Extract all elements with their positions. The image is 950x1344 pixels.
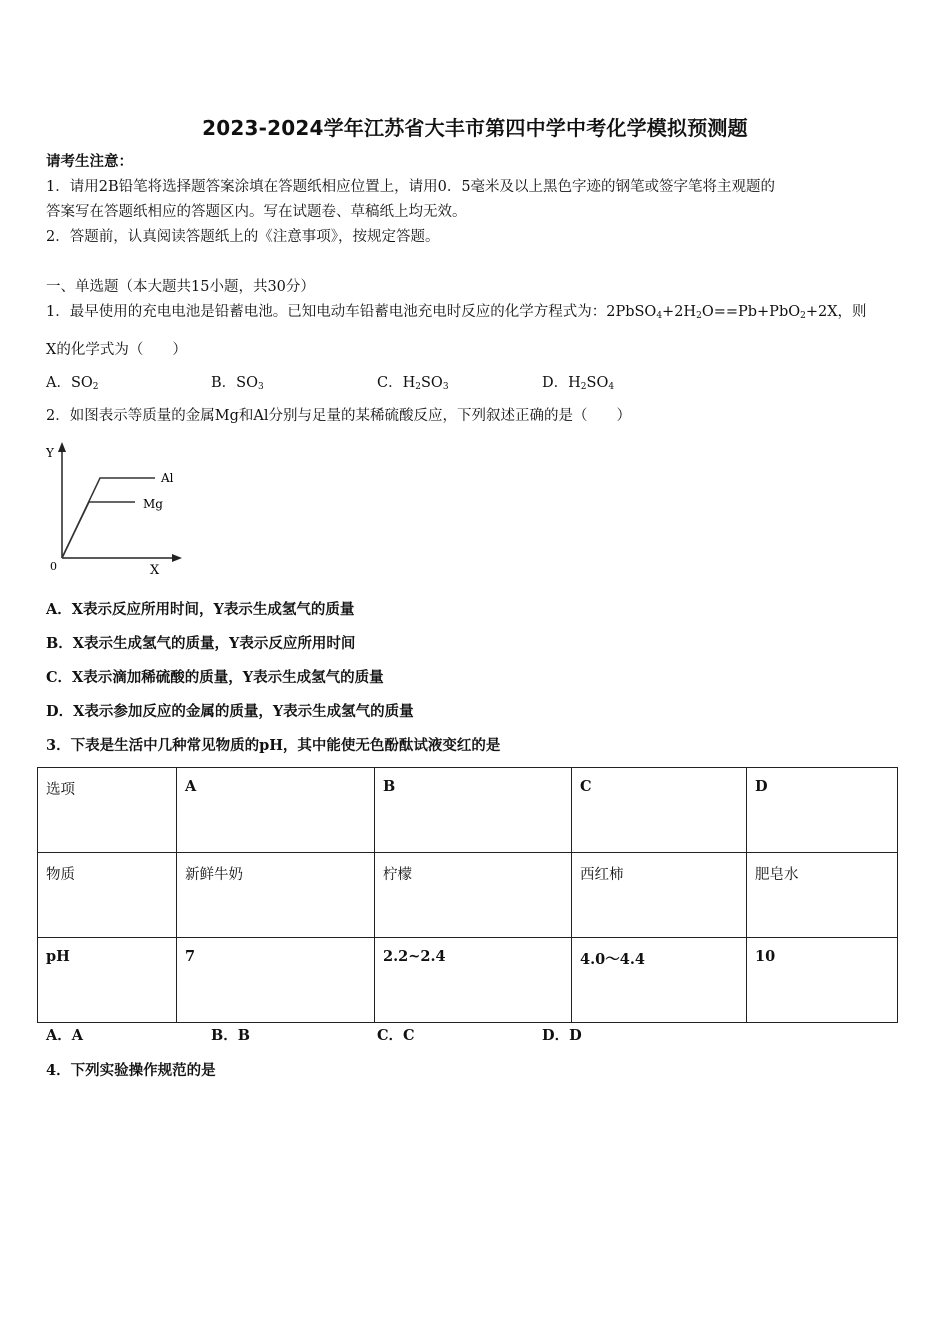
origin-label: 0 xyxy=(50,560,57,573)
mg-line xyxy=(62,502,135,558)
table-cell: 4.0～4.4 xyxy=(572,938,747,1023)
table-cell: 新鲜牛奶 xyxy=(177,853,375,938)
table-cell: 选项 xyxy=(38,768,177,853)
table-cell: pH xyxy=(38,938,177,1023)
table-cell: 物质 xyxy=(38,853,177,938)
q2-option-a: A．X表示反应所用时间，Y表示生成氢气的质量 xyxy=(46,601,355,618)
q3-option-c: C．C xyxy=(377,1027,415,1044)
table-cell: A xyxy=(177,768,375,853)
q1-option-a: A．$SO_2$ xyxy=(46,375,99,392)
al-label: Al xyxy=(161,471,174,485)
table-row xyxy=(38,938,898,1023)
notice-item-1a: 1．请用2B铅笔将选择题答案涂填在答题纸相应位置上，请用0．5毫米及以上黑色字迹的钢笔或签字笔将主观题的 xyxy=(46,179,776,195)
table-cell: D xyxy=(747,768,898,853)
q2-option-d: D．X表示参加反应的金属的质量，Y表示生成氢气的质量 xyxy=(46,703,414,720)
table-cell: 10 xyxy=(747,938,898,1023)
q3-option-b: B．B xyxy=(211,1027,251,1044)
q2-option-b: B．X表示生成氢气的质量，Y表示反应所用时间 xyxy=(46,635,356,652)
page-title: 2023-2024学年江苏省大丰市第四中学中考化学模拟预测题 xyxy=(202,116,748,140)
y-axis-arrow xyxy=(58,442,66,452)
q1-option-b: B．$SO_3$ xyxy=(211,375,264,392)
q4-stem: 4．下列实验操作规范的是 xyxy=(46,1062,216,1079)
section-heading: 一、单选题（本大题共15小题，共30分） xyxy=(46,279,315,295)
mg-label: Mg xyxy=(143,497,163,511)
table-cell: 2.2~2.4 xyxy=(375,938,572,1023)
q1-stem-2: X的化学式为（ ） xyxy=(46,342,187,358)
x-axis-arrow xyxy=(172,554,182,562)
table-cell: B xyxy=(375,768,572,853)
q2-option-c: C．X表示滴加稀硫酸的质量，Y表示生成氢气的质量 xyxy=(46,669,384,686)
q1-option-c: C．$H_2SO_3$ xyxy=(377,375,449,392)
q3-option-a: A．A xyxy=(46,1027,84,1044)
notice-item-1b: 答案写在答题纸相应的答题区内。写在试题卷、草稿纸上均无效。 xyxy=(46,204,467,220)
ph-table xyxy=(37,767,898,1023)
table-cell: 肥皂水 xyxy=(747,853,898,938)
q2-graph xyxy=(40,440,190,580)
y-axis-label: Y xyxy=(46,446,54,460)
table-cell: C xyxy=(572,768,747,853)
notice-heading: 请考生注意： xyxy=(46,153,133,170)
table-cell: 西红柿 xyxy=(572,853,747,938)
q2-stem: 2．如图表示等质量的金属Mg和Al分别与足量的某稀硫酸反应，下列叙述正确的是（ ） xyxy=(46,408,631,424)
q1-stem: 1．最早使用的充电电池是铅蓄电池。已知电动车铅蓄电池充电时反应的化学方程式为：$2PbSO_4+2H_2O==Pb+PbO_2+2X$，则 xyxy=(46,304,867,321)
q3-stem: 3．下表是生活中几种常见物质的pH，其中能使无色酚酞试液变红的是 xyxy=(46,737,501,754)
notice-item-2: 2．答题前，认真阅读答题纸上的《注意事项》，按规定答题。 xyxy=(46,229,440,245)
q1-option-d: D．$H_2SO_4$ xyxy=(542,375,615,392)
table-cell: 7 xyxy=(177,938,375,1023)
table-cell: 柠檬 xyxy=(375,853,572,938)
table-row xyxy=(38,853,898,938)
table-row xyxy=(38,768,898,853)
q3-option-d: D．D xyxy=(542,1027,582,1044)
al-line xyxy=(62,478,155,558)
x-axis-label: X xyxy=(150,563,160,578)
